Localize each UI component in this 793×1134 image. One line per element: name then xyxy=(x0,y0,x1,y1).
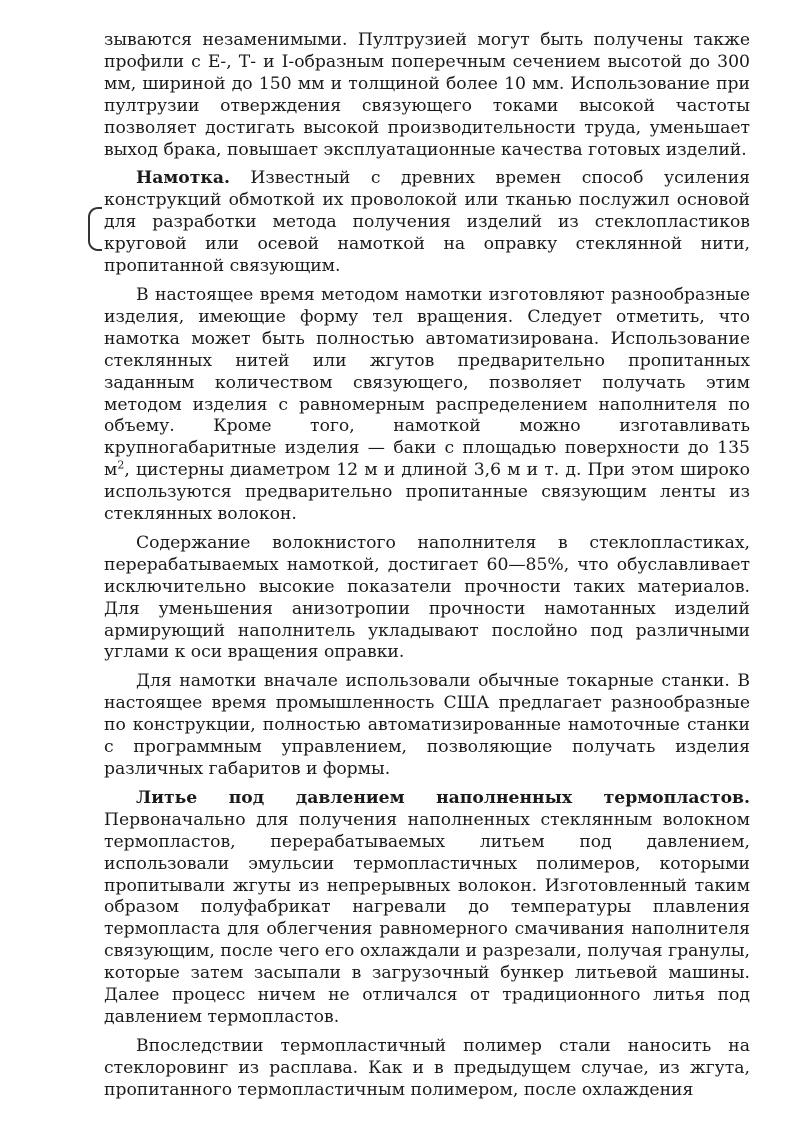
paragraph-injection-molding-text: Первоначально для получения наполненных стеклянным волокном термопластов, перерабатываемых литьем под давлением, использовали эмульсии термопластичных полимеров, которыми пропитывали жгуты из непрерывных волокон. Изготовленный таким образом полуфабрикат нагревали до температуры плавления термопласта для облегчения равномерного смачивания наполнителя связующим, после чего его охлаждали и разрезали, получая гранулы, которые затем засыпали в загрузочный бункер литьевой машины. Далее процесс ничем не отличался от традиционного литья под давлением термопластов. xyxy=(104,809,750,1027)
paragraph-winding-intro-text: Известный с древних времен способ усиления конструкций обмоткой их проволокой или тканью послужил основой для разработки метода получения изделий из стеклопластиков круговой или осевой намоткой на оправку стеклянной нити, пропитанной связующим. xyxy=(104,168,750,277)
paragraph-pultrusion-end: зываются незаменимыми. Пултрузией могут быть получены также профили с Е-, Т- и I-образным поперечным сечением высотой до 300 мм, шириной до 150 мм и толщиной более 10 мм. Использование при пултрузии отверждения связующего токами высокой частоты позволяет достигать высокой производительности труда, уменьшает выход брака, повышает эксплуатационные качества готовых изделий. xyxy=(104,30,750,160)
paragraph-winding-products-text-b: , цистерны диаметром 12 м и длиной 3,6 м и т. д. При этом широко используются предварительно пропитанные связующим ленты из стеклянных волокон. xyxy=(104,460,750,525)
paragraph-melt-coating: Впоследствии термопластичный полимер стали наносить на стеклоровинг из расплава. Как и в предыдущем случае, из жгута, пропитанного термопластичным полимером, после охлаждения xyxy=(104,1035,750,1100)
paragraph-winding-intro xyxy=(104,168,750,278)
paragraph-winding-products-text-a: В настоящее время методом намотки изготовляют разнообразные изделия, имеющие форму тел вращения. Следует отметить, что намотка может быть полностью автоматизирована. Использование стеклянных нитей или жгутов предварительно пропитанных заданным количеством связующего, позволяет получать этим методом изделия с равномерным распределением наполнителя по объему. Кроме того, намоткой можно изготавливать крупногабаритные изделия — баки с площадью поверхности до 135 м xyxy=(104,284,750,481)
paragraph-winding-products xyxy=(104,285,750,526)
document-page xyxy=(104,30,750,1106)
paragraph-injection-molding xyxy=(104,788,750,1029)
section-heading-injection-molding: Литье под давлением наполненных термопластов. xyxy=(136,787,750,808)
margin-bracket-mark xyxy=(88,207,102,251)
paragraph-filler-content: Содержание волокнистого наполнителя в стеклопластиках, перерабатываемых намоткой, достигает 60—85%, что обуславливает исключительно высокие показатели прочности таких материалов. Для уменьшения анизотропии прочности намотанных изделий армирующий наполнитель укладывают послойно под различными углами к оси вращения оправки. xyxy=(104,532,750,663)
paragraph-winding-machines: Для намотки вначале использовали обычные токарные станки. В настоящее время промышленность США предлагает разнообразные по конструкции, полностью автоматизированные намоточные станки с программным управлением, позволяющие получать изделия различных габаритов и формы. xyxy=(104,671,750,779)
superscript-two: 2 xyxy=(117,458,125,472)
section-heading-winding: Намотка. xyxy=(136,168,230,189)
